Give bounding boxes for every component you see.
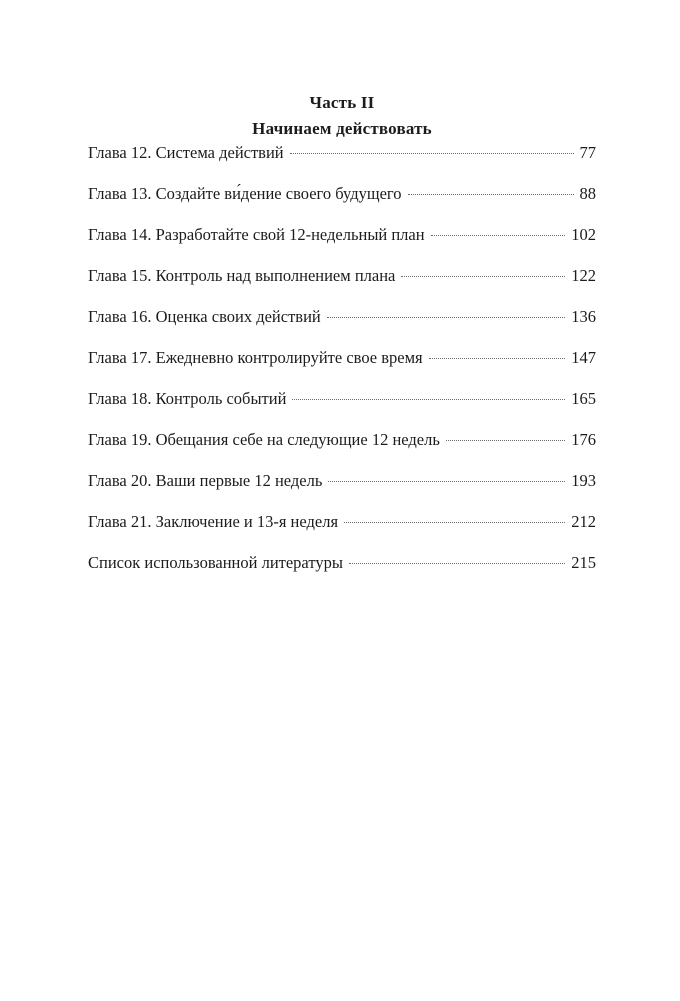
toc-entry-label: Глава 16. Оценка своих действий: [88, 307, 321, 326]
toc-entry-label: Глава 15. Контроль над выполнением плана: [88, 266, 396, 285]
toc-entry-page: 88: [579, 184, 596, 203]
toc-entry-label: Глава 21. Заключение и 13-я неделя: [88, 512, 339, 531]
toc-entry-page: 215: [571, 553, 596, 572]
toc-entry-page: 122: [571, 266, 596, 285]
dot-leader: [431, 235, 566, 236]
toc-entry-page: 165: [571, 389, 596, 408]
toc-entry-page: 102: [571, 225, 596, 244]
toc-entry-chapter-21: [88, 511, 596, 552]
toc-entry-label: Глава 14. Разработайте свой 12-недельный план: [88, 225, 425, 244]
toc-entry-label: Глава 19. Обещания себе на следующие 12 недель: [88, 430, 440, 449]
part-title: Часть II: [309, 93, 375, 112]
toc-entry-chapter-18: [88, 388, 596, 429]
part-subtitle: Начинаем действовать: [252, 119, 432, 138]
toc-entry-label: Список использованной литературы: [88, 553, 343, 572]
toc-entry-page: 176: [571, 430, 596, 449]
dot-leader: [408, 194, 574, 195]
table-of-contents: [88, 142, 596, 593]
toc-entry-chapter-15: [88, 265, 596, 306]
toc-entry-label: Глава 18. Контроль событий: [88, 389, 287, 408]
dot-leader: [292, 399, 565, 400]
toc-entry-chapter-13: [88, 183, 596, 224]
toc-entry-chapter-14: [88, 224, 596, 265]
toc-entry-chapter-16: [88, 306, 596, 347]
toc-entry-label: Глава 13. Создайте ви́дение своего будущего: [88, 184, 402, 203]
toc-entry-label: Глава 17. Ежедневно контролируйте свое время: [88, 348, 423, 367]
toc-entry-page: 193: [571, 471, 596, 490]
toc-entry-page: 212: [571, 512, 596, 531]
toc-entry-label: Глава 20. Ваши первые 12 недель: [88, 471, 323, 490]
part-header: [88, 92, 596, 140]
dot-leader: [327, 317, 566, 318]
dot-leader: [349, 563, 565, 564]
toc-entry-chapter-17: [88, 347, 596, 388]
toc-entry-page: 147: [571, 348, 596, 367]
toc-entry-chapter-19: [88, 429, 596, 470]
dot-leader: [290, 153, 574, 154]
toc-entry-bibliography: [88, 552, 596, 593]
dot-leader: [328, 481, 565, 482]
dot-leader: [401, 276, 565, 277]
dot-leader: [429, 358, 566, 359]
toc-entry-chapter-20: [88, 470, 596, 511]
toc-entry-chapter-12: [88, 142, 596, 183]
toc-entry-label: Глава 12. Система действий: [88, 143, 284, 162]
toc-entry-page: 136: [571, 307, 596, 326]
dot-leader: [446, 440, 565, 441]
toc-entry-page: 77: [579, 143, 596, 162]
dot-leader: [344, 522, 565, 523]
